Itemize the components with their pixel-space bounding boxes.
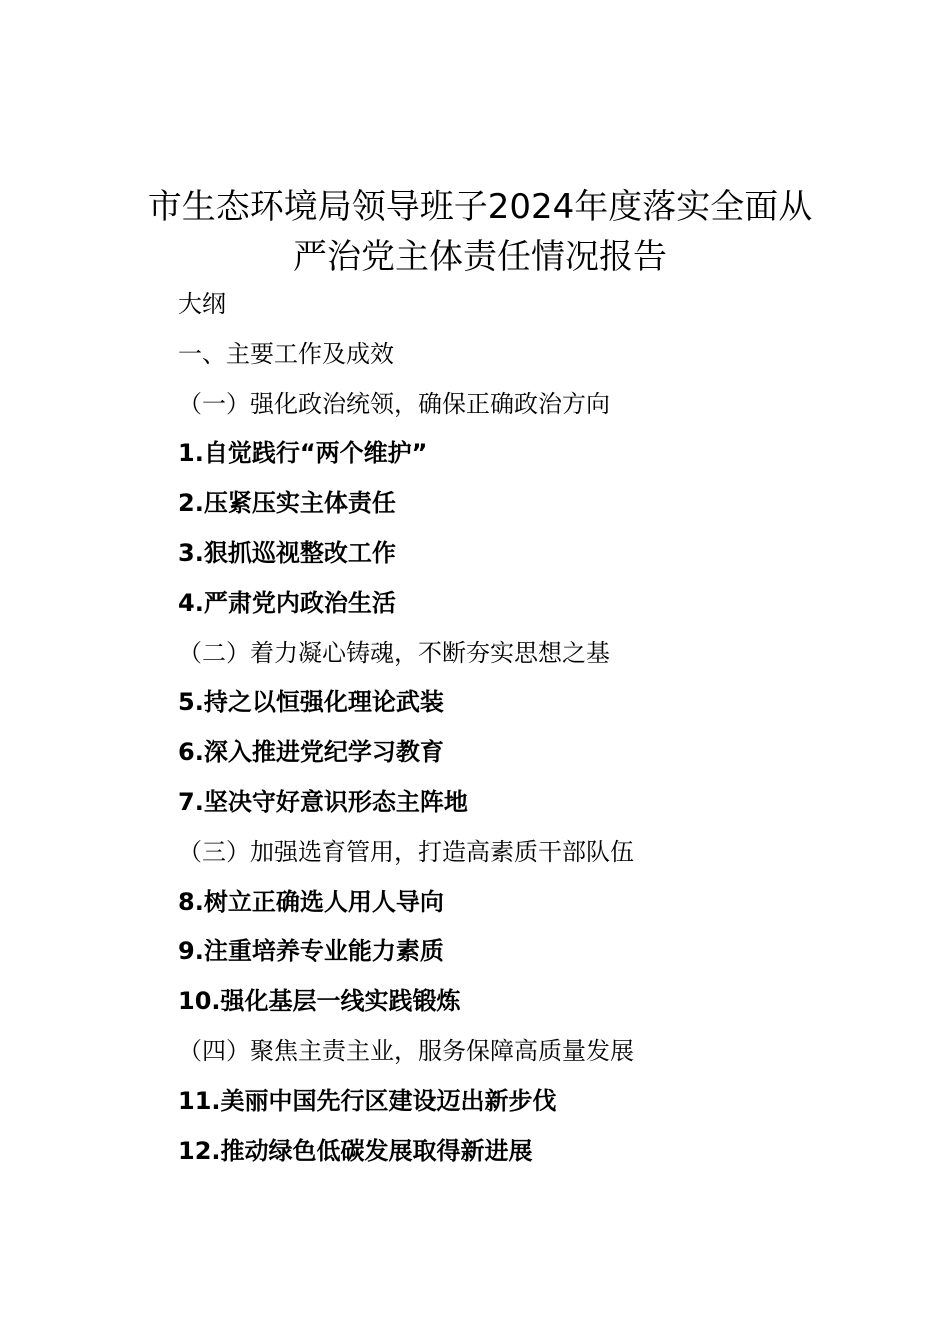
outline-subitem: 6.深入推进党纪学习教育: [178, 738, 444, 767]
outline-subitem: 9.注重培养专业能力素质: [178, 937, 444, 966]
outline-subitem: 4.严肃党内政治生活: [178, 588, 396, 617]
outline-item-list: [178, 330, 878, 1177]
outline-subitem: 10.强化基层一线实践锻炼: [178, 987, 461, 1016]
outline-section-heading: （一）强化政治统领，确保正确政治方向: [178, 389, 610, 418]
outline-section-heading: （三）加强选育管用，打造高素质干部队伍: [178, 837, 634, 866]
outline-subitem: 3.狠抓巡视整改工作: [178, 538, 396, 567]
outline-subitem: 2.压紧压实主体责任: [178, 489, 396, 518]
outline-section-heading: （二）着力凝心铸魂，不断夯实思想之基: [178, 638, 610, 667]
outline-section-heading: （四）聚焦主责主业，服务保障高质量发展: [178, 1036, 634, 1065]
document-title-line-1: 市生态环境局领导班子2024年度落实全面从: [147, 187, 813, 227]
outline-heading: 大纲: [178, 290, 226, 318]
outline-subitem: 11.美丽中国先行区建设迈出新步伐: [178, 1086, 557, 1115]
outline-subitem: 8.树立正确选人用人导向: [178, 887, 444, 916]
outline: [178, 280, 878, 1176]
document-title-line-2: 严治党主体责任情况报告: [293, 237, 667, 277]
outline-section-heading: 一、主要工作及成效: [178, 339, 394, 368]
outline-subitem: 1.自觉践行“两个维护”: [178, 439, 428, 468]
outline-subitem: 12.推动绿色低碳发展取得新进展: [178, 1136, 533, 1165]
outline-subitem: 7.坚决守好意识形态主阵地: [178, 787, 468, 816]
outline-subitem: 5.持之以恒强化理论武装: [178, 688, 444, 717]
